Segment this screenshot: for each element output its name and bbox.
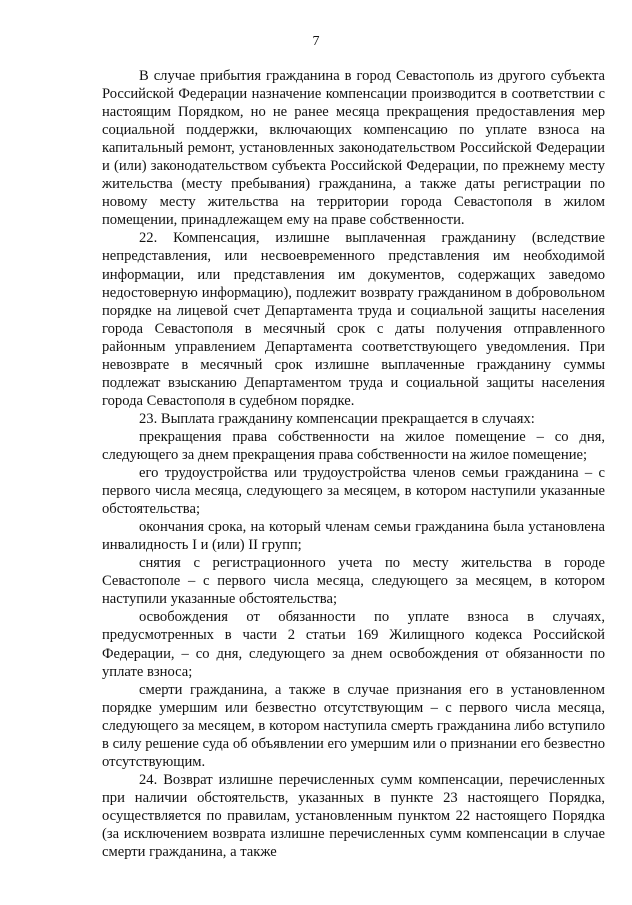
- paragraph-24: 24. Возврат излишне перечисленных сумм компенсации, перечисленных при наличии обстоятельств, указанных в пункте 23 настоящего Порядка, осуществляется по правилам, установленным пунктом 22 настоящего Порядка (за исключением возврата излишне перечисленных сумм компенсации в случае смерти гражданина, а также: [102, 771, 605, 861]
- paragraph-23-case-employment: его трудоустройства или трудоустройства членов семьи гражданина – с первого числа месяца, следующего за месяцем, в котором наступили указанные обстоятельства;: [102, 465, 605, 518]
- paragraph-23-case-ownership: прекращения права собственности на жилое помещение – со дня, следующего за днем прекращения права собственности на жилое помещение;: [102, 428, 605, 463]
- paragraph-23-case-death: смерти гражданина, а также в случае признания его в установленном порядке умершим или безвестно отсутствующим – с первого числа месяца, следующего за месяцем, в котором наступила смерть гражданина либо вступило в силу решение суда об объявлении его умершим или о признании его безвестно отсутствующим.: [102, 681, 605, 770]
- paragraph-23-case-exemption: освобождения от обязанности по уплате взноса в случаях, предусмотренных в части 2 статьи 169 Жилищного кодекса Российской Федерации, – со дня, следующего за днем освобождения от обязанности по уплате взноса;: [102, 609, 605, 680]
- paragraph-23-case-disability: окончания срока, на который членам семьи гражданина была установлена инвалидность I и (или) II групп;: [102, 519, 605, 554]
- paragraph-23-case-registration: снятия с регистрационного учета по месту жительства в городе Севастополе – с первого числа месяца, следующего за месяцем, в котором наступили указанные обстоятельства;: [102, 555, 605, 608]
- paragraph-22: 22. Компенсация, излишне выплаченная гражданину (вследствие непредставления, или несвоевременного представления им необходимой информации, или представления им документов, содержащих заведомо недостоверную информацию), подлежит возврату гражданином в добровольном порядке на лицевой счет Департамента труда и социальной защиты населения города Севастополя в месячный срок с даты получения отправленного районным управлением Департамента соответствующего уведомления. При невозврате в месячный срок излишне выплаченные гражданину суммы подлежат взысканию Департаментом труда и социальной защиты населения города Севастополя в судебном порядке.: [102, 230, 605, 409]
- page-number: 7: [312, 34, 320, 49]
- paragraph-relocation: В случае прибытия гражданина в город Севастополь из другого субъекта Российской Федерации назначение компенсации производится в соответствии с настоящим Порядком, но не ранее месяца прекращения предоставления мер социальной поддержки, включающих компенсацию по уплате взноса на капитальный ремонт, установленных законодательством Российской Федерации и (или) законодательством субъекта Российской Федерации, по прежнему месту жительства (месту пребывания) гражданина, а также даты регистрации по новому месту жительства на территории города Севастополя в жилом помещении, принадлежащем ему на праве собственности.: [102, 68, 605, 229]
- document-body: [102, 67, 605, 861]
- paragraph-23: 23. Выплата гражданину компенсации прекращается в случаях:: [139, 410, 535, 427]
